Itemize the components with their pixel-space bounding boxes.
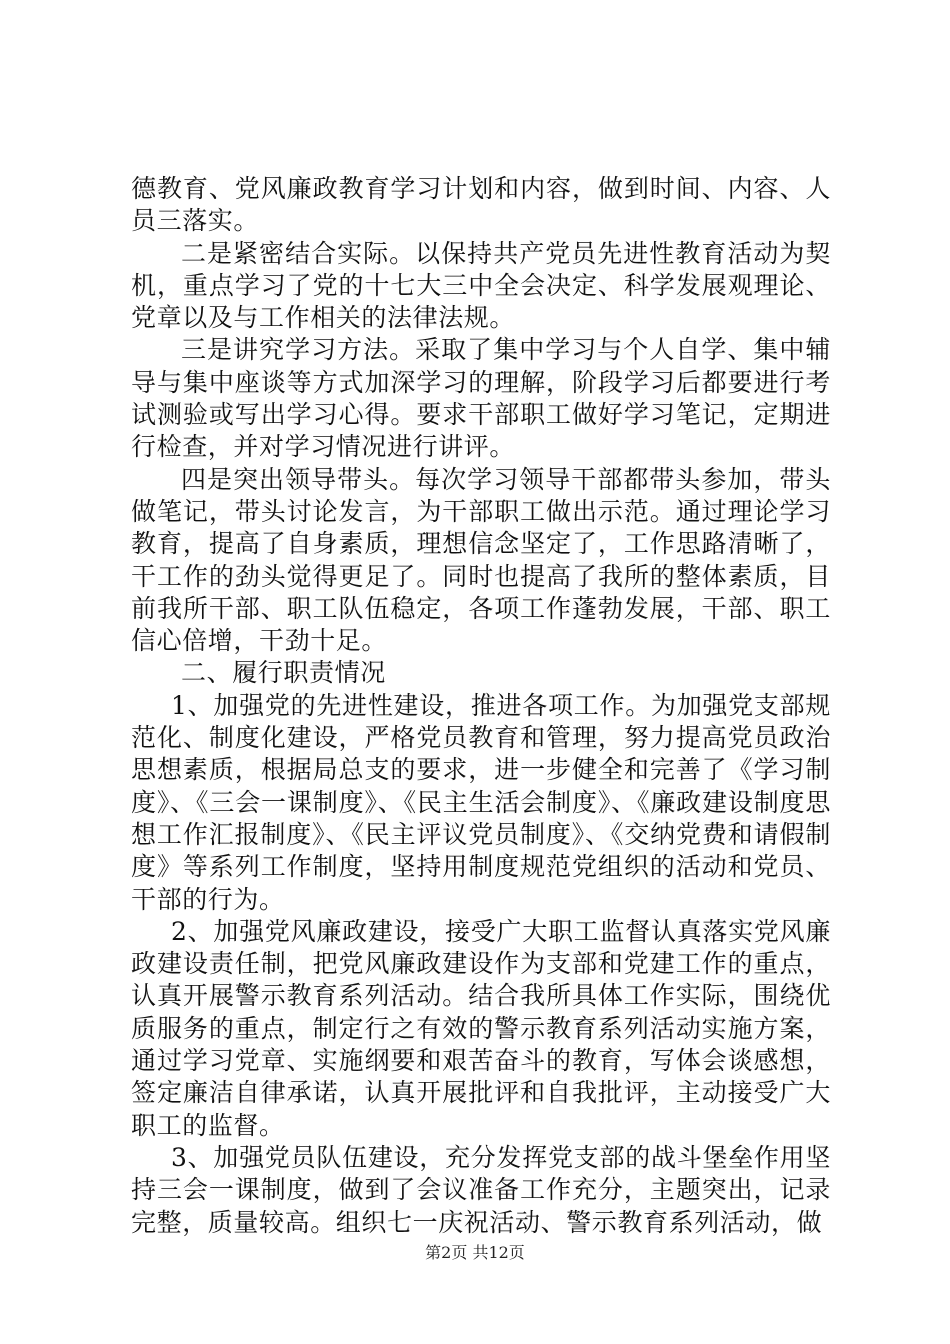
paragraph-item-3: 3、加强党员队伍建设，充分发挥党支部的战斗堡垒作用坚持三会一课制度，做到了会议准备工作充分，主题突出，记录完整，质量较高。组织七一庆祝活动、警示教育系列活动，做 — [131, 1142, 831, 1237]
section-heading-duties: 二、履行职责情况 — [181, 658, 386, 688]
paragraph-item-2: 2、加强党风廉政建设，接受广大职工监督认真落实党风廉政建设责任制，把党风廉政建设作为支部和党建工作的重点，认真开展警示教育系列活动。结合我所具体工作实际，围绕优质服务的重点，制定行之有效的警示教育系列活动实施方案，通过学习党章、实施纲要和艰苦奋斗的教育，写体会谈感想，签定廉洁自律承诺，认真开展批评和自我批评，主动接受广大职工的监督。 — [131, 916, 831, 1140]
paragraph-item-1: 1、加强党的先进性建设，推进各项工作。为加强党支部规范化、制度化建设，严格党员教育和管理，努力提高党员政治思想素质，根据局总支的要求，进一步健全和完善了《学习制度》、《三会一课制度》、《民主生活会制度》、《廉政建设制度思想工作汇报制度》、《民主评议党员制度》、《交纳党费和请假制度》等系列工作制度，坚持用制度规范党组织的活动和党员、干部的行为。 — [131, 690, 831, 914]
page-number-footer: 第2页 共12页 — [425, 1243, 525, 1262]
paragraph-point-two: 二是紧密结合实际。以保持共产党员先进性教育活动为契机，重点学习了党的十七大三中全会决定、科学发展观理论、党章以及与工作相关的法律法规。 — [131, 238, 831, 333]
paragraph-point-four: 四是突出领导带头。每次学习领导干部都带头参加，带头做笔记，带头讨论发言，为干部职工做出示范。通过理论学习教育，提高了自身素质，理想信念坚定了，工作思路清晰了，干工作的劲头觉得更足了。同时也提高了我所的整体素质，目前我所干部、职工队伍稳定，各项工作蓬勃发展，干部、职工信心倍增，干劲十足。 — [131, 464, 831, 656]
paragraph-continued: 德教育、党风廉政教育学习计划和内容，做到时间、内容、人员三落实。 — [131, 174, 831, 236]
paragraph-point-three: 三是讲究学习方法。采取了集中学习与个人自学、集中辅导与集中座谈等方式加深学习的理解，阶段学习后都要进行考试测验或写出学习心得。要求干部职工做好学习笔记，定期进行检查，并对学习情况进行讲评。 — [131, 335, 831, 462]
document-body — [131, 173, 831, 1239]
